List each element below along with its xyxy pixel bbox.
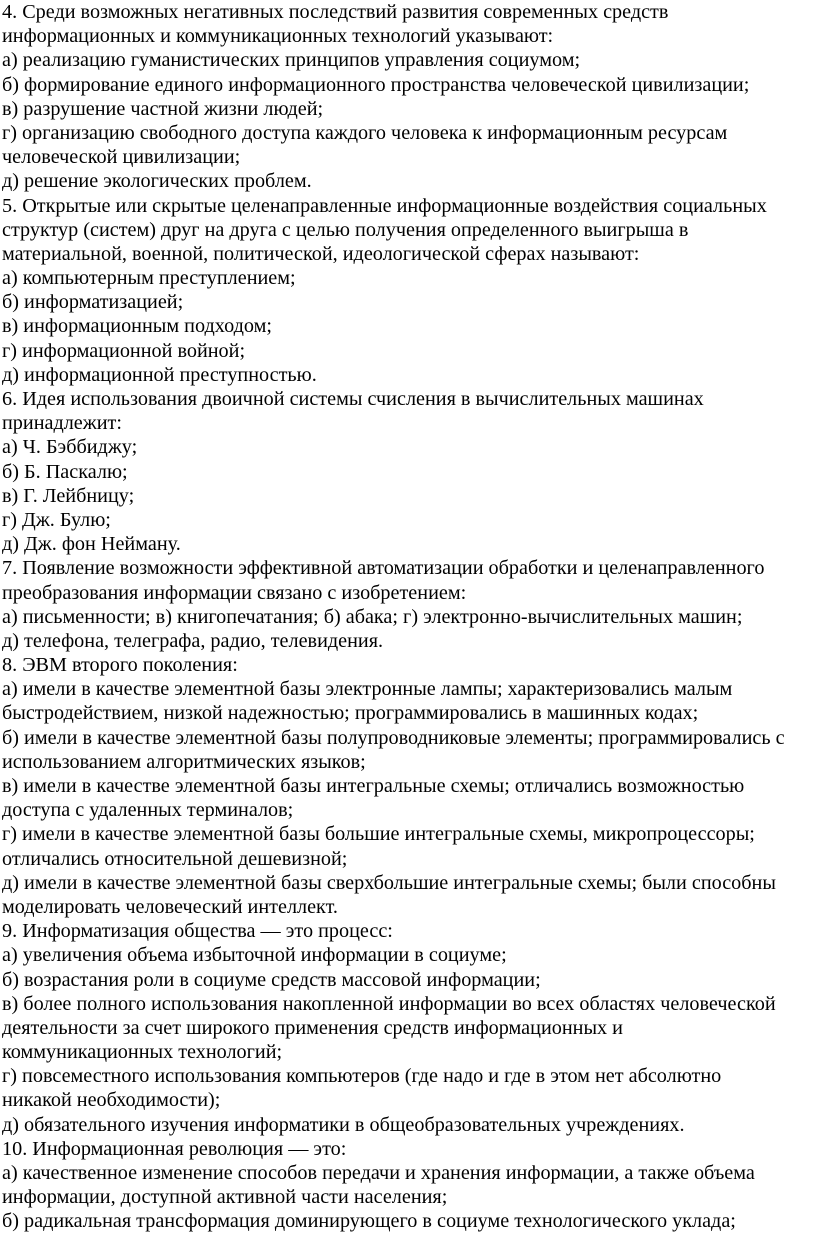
question-7 [2,556,812,653]
answer-option: а) Ч. Бэббиджу; [2,436,138,459]
answer-option: быстродействием, низкой надежностью; программировались в машинных кодах; [2,702,699,725]
question-6-stem: 6. Идея использования двоичной системы счисления в вычислительных машинах [2,388,704,410]
answer-option: д) информационной преступностью. [2,363,317,386]
question-5-stem: структур (систем) друг на друга с целью получения определенного выигрыша в [2,218,689,241]
answer-option: информации, доступной активной части населения; [2,1186,448,1209]
answer-option: а) увеличения объема избыточной информации в социуме; [2,944,507,967]
answer-option: г) организацию свободного доступа каждого человека к информационным ресурсам [2,121,728,144]
answer-option: г) повсеместного использования компьютеров (где надо и где в этом нет абсолютно [2,1065,722,1088]
answer-option: д) обязательного изучения информатики в общеобразовательных учреждениях. [2,1113,685,1136]
answer-option: а) компьютерным преступлением; [2,267,296,290]
question-4 [2,0,812,194]
question-7-stem: преобразования информации связано с изобретением: [2,581,467,604]
question-5-stem: 5. Открытые или скрытые целенаправленные информационные воздействия социальных [2,194,767,217]
answer-option: человеческой цивилизации; [2,146,241,169]
answer-option: использованием алгоритмических языков; [2,750,366,773]
answer-option: г) Дж. Булю; [2,508,111,531]
answer-option: г) имели в качестве элементной базы большие интегральные схемы, микропроцессоры; [2,823,755,846]
answer-option: в) Г. Лейбницу; [2,484,135,507]
answer-option: в) более полного использования накопленной информации во всех областях человеческой [2,992,776,1015]
answer-option: никакой необходимости); [2,1089,221,1112]
answer-option: б) имели в качестве элементной базы полупроводниковые элементы; программировались с [2,726,785,749]
answer-option: б) формирование единого информационного пространства человеческой цивилизации; [2,73,750,96]
question-10 [2,1137,812,1234]
question-5 [2,194,812,388]
answer-option: в) имели в качестве элементной базы интегральные схемы; отличались возможностью [2,775,745,797]
answer-option: в) разрушение частной жизни людей; [2,97,324,120]
answer-option: а) качественное изменение способов передачи и хранения информации, а также объема [2,1162,755,1184]
question-8-stem: 8. ЭВМ второго поколения: [2,654,238,677]
answer-option: моделировать человеческий интеллект. [2,895,338,918]
question-4-stem: информационных и коммуникационных технологий указывают: [2,25,554,48]
answer-option: д) телефона, телеграфа, радио, телевидения. [2,629,384,652]
answer-option: а) имели в качестве элементной базы электронные лампы; характеризовались малым [2,678,733,701]
question-4-stem: 4. Среди возможных негативных последствий развития современных средств [2,1,669,23]
question-10-stem: 10. Информационная революция — это: [2,1137,347,1160]
answer-option: коммуникационных технологий; [2,1041,283,1064]
answer-option: а) письменности; в) книгопечатания; б) абака; г) электронно-вычислительных машин; [2,605,743,628]
question-7-stem: 7. Появление возможности эффективной автоматизации обработки и целенаправленного [2,557,765,580]
answer-option: б) Б. Паскалю; [2,460,128,483]
answer-option: д) решение экологических проблем. [2,170,312,193]
answer-option: в) информационным подходом; [2,315,272,338]
answer-option: д) Дж. фон Нейману. [2,533,181,556]
answer-option: б) информатизацией; [2,291,184,314]
answer-option: д) имели в качестве элементной базы сверхбольшие интегральные схемы; были способны [2,871,776,894]
question-5-stem: материальной, военной, политической, идеологической сферах называют: [2,242,640,265]
answer-option: доступа с удаленных терминалов; [2,799,294,822]
question-9-stem: 9. Информатизация общества — это процесс: [2,920,393,943]
answer-option: деятельности за счет широкого применения средств информационных и [2,1016,623,1039]
answer-option: а) реализацию гуманистических принципов управления социумом; [2,49,581,72]
answer-option: г) информационной войной; [2,339,246,362]
question-8 [2,653,812,919]
answer-option: б) возрастания роли в социуме средств массовой информации; [2,968,541,991]
answer-option: б) радикальная трансформация доминирующего в социуме технологического уклада; [2,1210,736,1233]
question-9 [2,919,812,1137]
question-6-stem: принадлежит: [2,412,122,435]
answer-option: отличались относительной дешевизной; [2,847,348,870]
question-6 [2,387,812,556]
